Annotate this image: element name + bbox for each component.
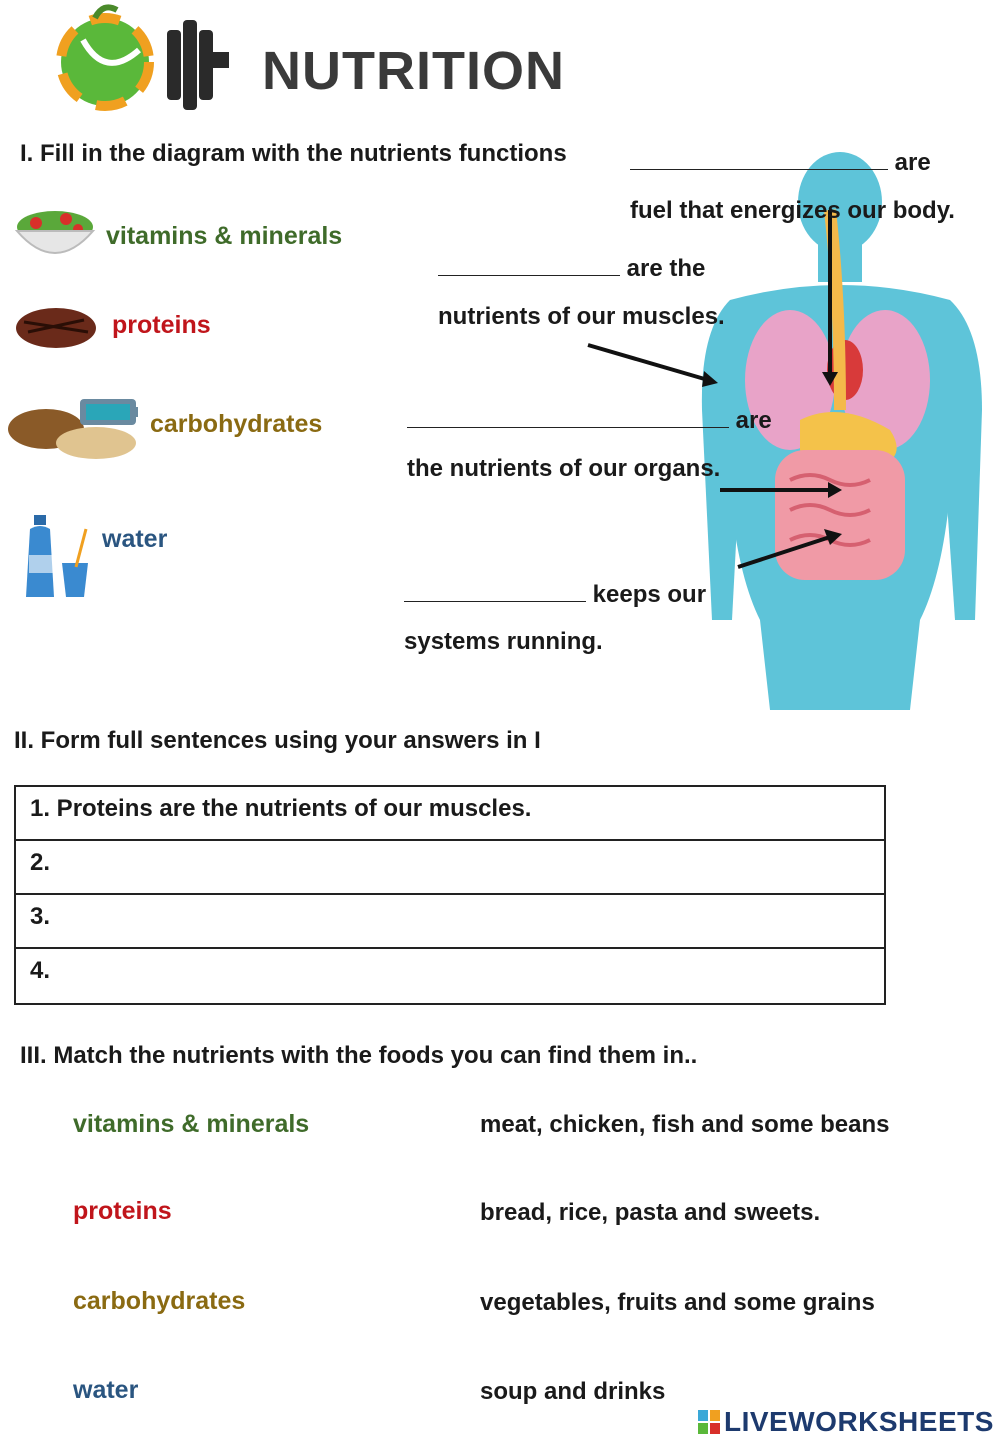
blank-3-line2: the nutrients of our organs. [407, 455, 721, 482]
blank-4 [404, 572, 706, 618]
blank-2-input[interactable] [438, 250, 620, 276]
section-3-heading: III. Match the nutrients with the foods you can find them in.. [20, 1042, 698, 1069]
nutrient-label-proteins: proteins [112, 311, 211, 339]
steak-icon [14, 302, 98, 352]
blank-1-after: are [894, 149, 931, 176]
section-2-heading: II. Form full sentences using your answers in I [14, 727, 541, 754]
match-left-proteins[interactable]: proteins [73, 1197, 172, 1225]
match-left-carbohydrates[interactable]: carbohydrates [73, 1287, 246, 1315]
bread-grains-icon [6, 395, 140, 463]
sentences-table [14, 785, 886, 1005]
blank-1-input[interactable] [630, 144, 888, 170]
match-right-1[interactable]: meat, chicken, fish and some beans [480, 1111, 890, 1138]
blank-3 [407, 398, 772, 444]
water-bottle-glass-icon [24, 515, 94, 600]
nutrient-label-carbohydrates: carbohydrates [150, 410, 323, 438]
blank-3-after: are [735, 407, 772, 434]
nutrient-label-water: water [102, 525, 168, 553]
nutrient-label-vitamins: vitamins & minerals [106, 222, 343, 250]
liveworksheets-brand: LIVEWORKSHEETS [724, 1406, 994, 1437]
match-left-vitamins[interactable]: vitamins & minerals [73, 1110, 310, 1138]
sentence-row-2[interactable]: 2. [16, 841, 884, 895]
blank-1-line2: fuel that energizes our body. [630, 197, 955, 224]
liveworksheets-logo-icon [698, 1410, 720, 1434]
match-right-3[interactable]: vegetables, fruits and some grains [480, 1289, 875, 1316]
page-title: NUTRITION [262, 41, 565, 101]
match-right-2[interactable]: bread, rice, pasta and sweets. [480, 1199, 821, 1226]
blank-2-line2: nutrients of our muscles. [438, 303, 725, 330]
blank-4-after: keeps our [592, 581, 707, 608]
sentence-row-4[interactable]: 4. [30, 957, 51, 984]
salad-bowl-icon [14, 205, 96, 270]
sentence-row-3[interactable]: 3. [16, 895, 884, 949]
sentence-row-1[interactable]: 1. Proteins are the nutrients of our muscles. [16, 787, 884, 841]
match-right-4[interactable]: soup and drinks [480, 1378, 666, 1405]
blank-2-after: are the [626, 255, 706, 282]
blank-4-input[interactable] [404, 576, 586, 602]
blank-4-line2: systems running. [404, 628, 603, 655]
section-1-heading: I. Fill in the diagram with the nutrients functions [20, 140, 567, 167]
blank-3-input[interactable] [407, 402, 729, 428]
blank-2 [438, 246, 705, 292]
nutrition-logo-icon [55, 0, 235, 112]
blank-1 [630, 140, 931, 186]
match-left-water[interactable]: water [73, 1376, 139, 1404]
